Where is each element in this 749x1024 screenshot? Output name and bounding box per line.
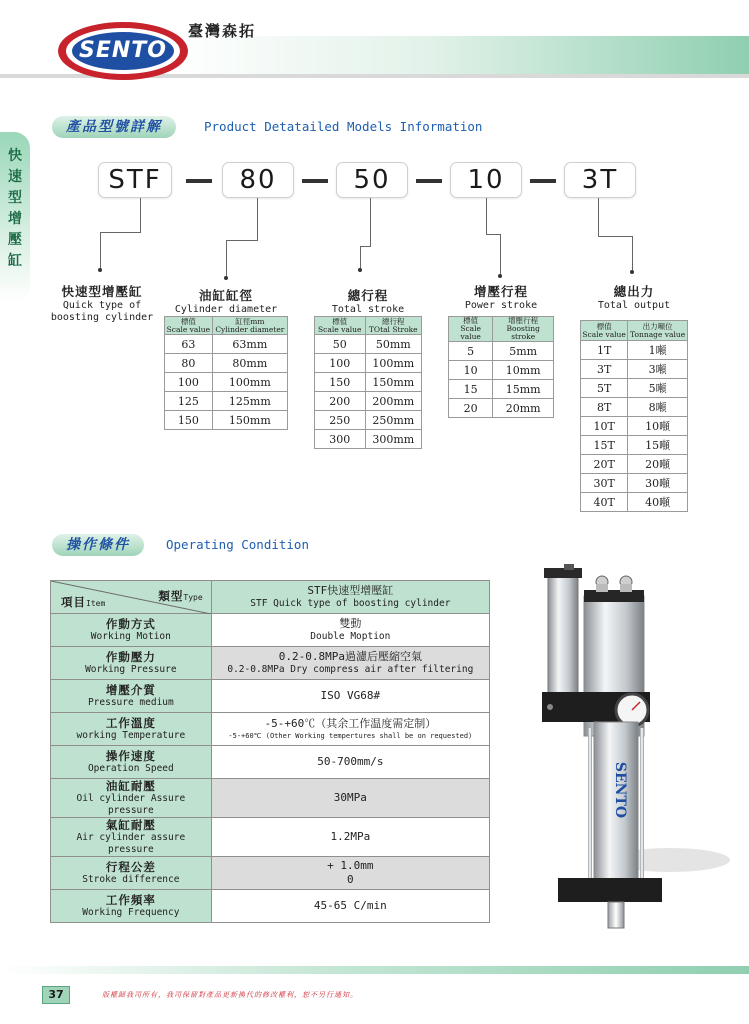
logo-text: SENTO [72,32,174,70]
category-en: Total stroke [331,304,405,315]
table-row: 8T 8噸 [581,398,688,417]
connector-line [598,198,599,236]
table-row [51,890,490,923]
row-value: 45-65 C/min [211,890,489,923]
table-row: 150 150mm [165,411,288,430]
row-value: 0.2-0.8MPa過濾后壓縮空氣 0.2-0.8MPa Dry compress air after filtering [211,647,489,680]
row-label: 工作頻率 Working Frequency [51,890,212,923]
page-number: 37 [42,986,70,1004]
category-output [586,282,682,312]
table-row [51,614,490,647]
category-power-stroke [450,282,552,312]
connector-dot [498,274,502,278]
table-row: 125 125mm [165,392,288,411]
code-separator [186,179,212,183]
row-label: 氣缸耐壓 Air cylinder assure pressure [51,818,212,857]
table-row: 5T 5噸 [581,379,688,398]
connector-dot [98,268,102,272]
code-box-type: STF [98,162,172,198]
operating-section-title-cn: 操作條件 [52,534,144,556]
table-header-cell: 增壓行程 Boosting stroke [493,317,554,342]
code-box-total-stroke: 50 [336,162,408,198]
table-row: 1T 1噸 [581,341,688,360]
row-label: 作動方式 Working Motion [51,614,212,647]
connector-dot [358,268,362,272]
operating-section-title-en: Operating Condition [166,537,309,552]
table-header-cell: 標值 Scale value [582,321,626,339]
connector-line [360,246,371,247]
table-row: 100 100mm [315,354,422,373]
category-cn: 總出力 [613,284,655,299]
row-value: 雙動 Double Moption [211,614,489,647]
brand-name-cn: 臺灣森拓 [188,22,257,40]
code-separator [302,179,328,183]
footer-band [0,966,749,974]
category-en: Cylinder diameter [174,304,278,315]
category-total-stroke [318,286,418,316]
connector-line [226,240,227,276]
table-row: 150 150mm [315,373,422,392]
connector-line [226,240,258,241]
code-separator [416,179,442,183]
row-value: 30MPa [211,779,489,818]
item-header: 項目Item [61,595,106,609]
table-header-cell: 標值 Scale value [165,317,213,335]
table-row: 300 300mm [315,430,422,449]
row-value: + 1.0mm 0 [211,857,489,890]
connector-line [360,246,361,268]
category-diameter [166,286,286,316]
connector-line [486,234,500,235]
models-section-title-en: Product Detatailed Models Information [204,119,483,134]
category-cn: 快速型增壓缸 [61,284,143,299]
table-row [51,746,490,779]
operating-condition-table [50,580,490,923]
connector-line [370,198,371,246]
table-row: 63 63mm [165,335,288,354]
table-header-cell: 出力噸位 Tonnage value [628,321,688,341]
row-label: 操作速度 Operation Speed [51,746,212,779]
table-row [51,779,490,818]
connector-line [486,198,487,234]
table-row: 10 10mm [449,361,554,380]
category-cn: 增壓行程 [473,284,528,299]
category-cn: 油缸缸徑 [198,288,253,303]
table-row [51,581,490,614]
table-row: 40T 40噸 [581,493,688,512]
total-stroke-table [314,316,422,449]
code-box-diameter: 80 [222,162,294,198]
side-tab-label: 快速型增壓缸 [8,148,22,269]
table-row [51,818,490,857]
connector-dot [630,270,634,274]
table-row: 80 80mm [165,354,288,373]
table-header-cell: 總行程 TOtal Stroke [365,317,421,335]
row-label: 作動壓力 Working Pressure [51,647,212,680]
category-type [44,282,160,324]
code-box-output: 3T [564,162,636,198]
category-en: Power stroke [464,300,538,311]
row-value: 50-700mm/s [211,746,489,779]
table-row [51,857,490,890]
header-diagonal-cell [51,581,212,614]
type-header: 類型Type [158,589,203,603]
code-separator [530,179,556,183]
table-row [51,680,490,713]
value-header-cell: STF快速型增壓缸 STF Quick type of boosting cylinder [211,581,489,614]
table-row: 10T 10噸 [581,417,688,436]
table-header-cell: 標值 Scale value [315,317,366,335]
boosting-cylinder-image [530,560,730,940]
row-value: 1.2MPa [211,818,489,857]
diameter-table [164,316,288,430]
category-en: boosting cylinder [50,312,154,323]
table-header-cell: 缸徑mm Cylinder diameter [212,317,287,335]
table-row: 200 200mm [315,392,422,411]
footer-note: 版權歸我司所有，我司保留對產品更新換代的修改權利，恕不另行通知。 [102,991,358,999]
category-en: Quick type of [62,300,142,311]
connector-line [100,232,101,268]
code-box-power-stroke: 10 [450,162,522,198]
row-value: ISO VG68# [211,680,489,713]
row-label: 行程公差 Stroke difference [51,857,212,890]
table-row [51,647,490,680]
table-row: 15T 15噸 [581,436,688,455]
table-row: 30T 30噸 [581,474,688,493]
table-row: 20 20mm [449,399,554,418]
table-header-cell: 標值 Scale value [449,317,493,342]
category-en: Total output [597,300,671,311]
connector-line [257,198,258,240]
table-row: 5 5mm [449,342,554,361]
connector-line [140,198,141,232]
row-value: -5-+60℃（其余工作温度需定制） -5-+60℃ (Other Working tempertures shall be on requested) [211,713,489,746]
cylinder-brand-label: SENTO [612,761,628,819]
row-label: 油缸耐壓 Oil cylinder Assure pressure [51,779,212,818]
table-row: 250 250mm [315,411,422,430]
table-row [51,713,490,746]
connector-line [500,234,501,274]
table-row: 15 15mm [449,380,554,399]
table-row: 50 50mm [315,335,422,354]
row-label: 工作溫度 working Temperature [51,713,212,746]
header-band [170,36,749,74]
table-row: 100 100mm [165,373,288,392]
models-section-title-cn: 產品型號詳解 [52,116,176,138]
connector-dot [224,276,228,280]
category-cn: 總行程 [347,288,389,303]
total-output-table [580,320,688,512]
connector-line [598,236,632,237]
connector-line [100,232,141,233]
table-row: 20T 20噸 [581,455,688,474]
connector-line [632,236,633,270]
row-label: 增壓介質 Pressure medium [51,680,212,713]
table-row: 3T 3噸 [581,360,688,379]
power-stroke-table [448,316,554,418]
